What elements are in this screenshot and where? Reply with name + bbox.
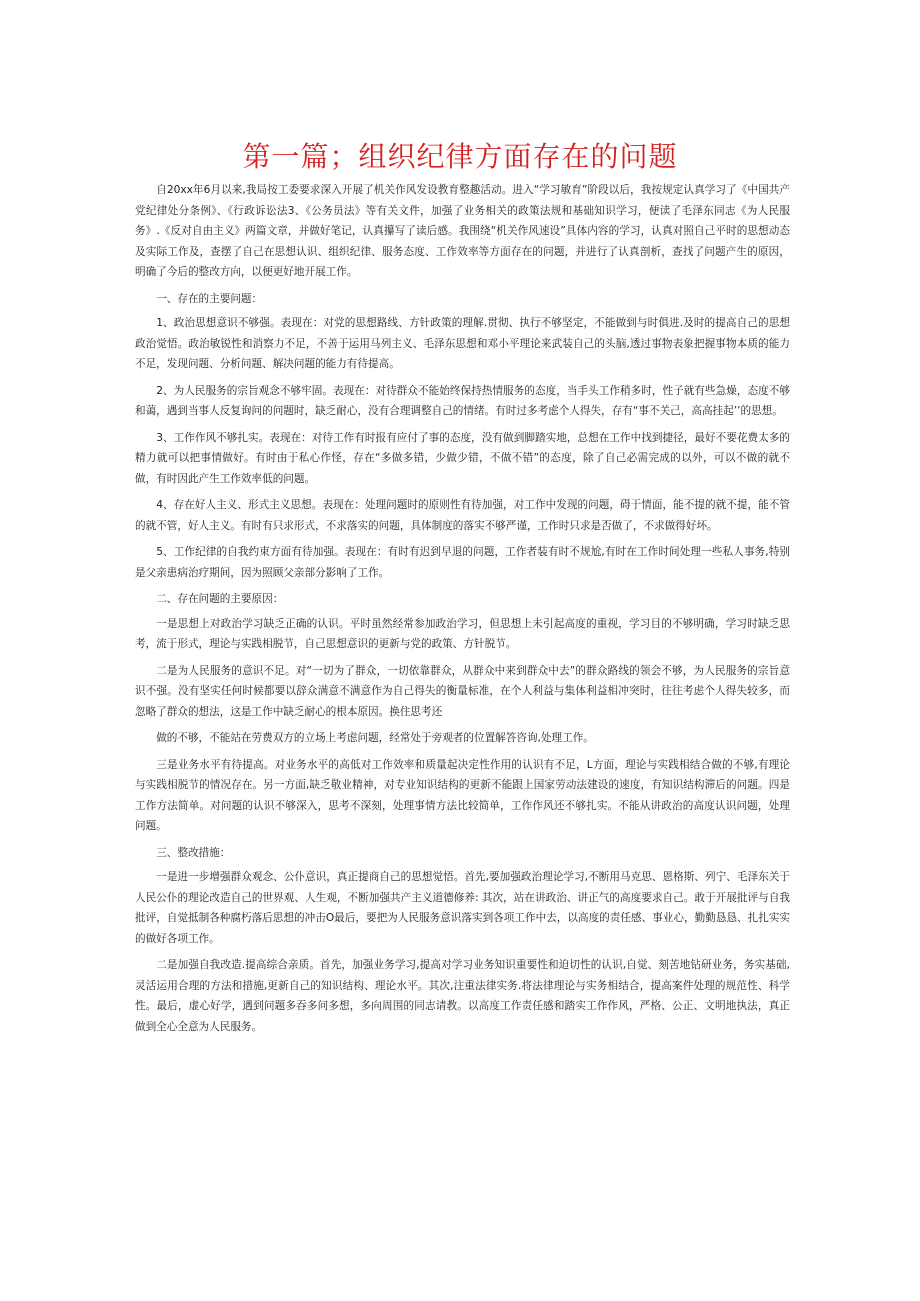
problem-item-3: 3、工作作风不够扎实。表现在：对待工作有时报有应付了事的态度，没有做到脚踏实地，总想在工作中找到捷径，最好不要花费太多的精力就可以把事情做好。有时由于私心作怪，存在“多做多错，少做少错，不做不错”的态度，除了自己必需完成的以外，可以不做的就不做，有时因此产生工作效率低的问题。: [135, 431, 790, 485]
problem-item-5: 5、工作纪律的自我约束方面有待加强。表现在：有时有迟到早退的问题，工作者装有时不规尬,有时在工作时间处理一些私人事务,特别是父亲患病治疗期间，因为照顾父亲部分影响了工作。: [135, 546, 790, 579]
document-title: 第一篇；组织纪律方面存在的问题: [242, 139, 678, 173]
problem-item-1: 1、政治思想意识不够强。表现在：对党的思想路线、方针政策的理解.贯彻、执行不够坚定，不能做到与时俱进.及时的提高自己的思想政治觉悟。政治敏锐性和消察力不足，不善于运用马列主义、毛泽东思想和邓小平理论来武装自己的头脑,透过事物表象把握事物本质的能力不足，发现问题、分析问题、解决问题的能力有待提高。: [135, 317, 790, 370]
intro-paragraph: 自20xx年6月以来,我局按工委要求深入开展了机关作风发设教育整趣活动。进入“学习敏育”阶段以后，我按规定认真学习了《中国共产党纪律处分条例》、《行政诉讼法3、《公务员法》等有关文件，加强了业务相关的政策法规和基础知识学习，便读了毛泽东同志《为人民服务》.《反对自由主义》两篇文章，并做好笔记，认真攥写了读后感。我围绕“机关作风速设”具体内容的学习，认真对照自己平时的思想动态及实际工作及，查摆了自己在思想认识、组织纪律、服务态度、工作效率等方面存在的问题，并进行了认真剖析，查找了问题产生的原因，明确了今后的整改方向，以便更好地开展工作。: [135, 184, 790, 278]
measure-item-2: 二是加强自我改造.提高综合亲质。首先，加强业务学习,提高对学习业务知识重要性和迫切性的认识,自觉、刻苦地钻研业务，务实基础,灵活运用合理的方法和措施,更新自己的知识结构、理论水平。其次,注重法律实务.将法律理论与实务相结合，提高案件处理的规范性、科学性。最后，虚心好学，遇到问题多吞多问多想，多向周围的同志请教。以高度工作责任感和踏实工作作风，严格、公正、文明地执法，真正做到全心全意为人民服务。: [135, 959, 790, 1033]
section-heading-problems: 一、存在的主要问题：: [156, 292, 263, 305]
cause-item-2-continued: 做的不够，不能站在劳费双方的立场上考虑问题，经常处于旁观者的位置解答咨询,处理工作。: [156, 732, 594, 744]
cause-item-3: 三是业务水平有待提高。对业务水平的高低对工作效率和质量起决定性作用的认识有不足，L方面，理论与实践相结合做的不够,有理论与实践相脱节的情况存在。另一方面,缺乏敬业精神，对专业知识结构的更新不能跟上国家劳动法建设的速度，有知识结构滞后的问题。四是工作方法简单。对问题的认识不够深入，思考不深刻，处理事情方法比较简单，工作作风还不够扎实。不能从讲政治的高度认识问题，处理问题。: [135, 758, 790, 832]
problem-item-4: 4、存在好人主义、形式主义思想。表现在：处理问题时的原则性有待加强，对工作中发现的问题，碍于情面，能不提的就不提，能不管的就不管，好人主义。有时有只求形式，不求落实的问题，具体制度的落实不够严谨，工作时只求是否做了，不求做得好坏。: [135, 499, 790, 532]
section-heading-causes: 二、存在问题的主要原因：: [156, 593, 284, 605]
document-body: [135, 180, 790, 1043]
cause-item-1: 一是思想上对政治学习缺乏正确的认识。平时虽然经常参加政治学习，但思想上未引起高度的重视，学习目的不够明确，学习时缺乏思考，流于形式，理论与实践相脱节，自己思想意识的更新与党的政策、方针脱节。: [135, 617, 790, 650]
problem-item-2: 2、为人民服务的宗旨观念不够牢固。表现在：对待群众不能始终保持热情服务的态度，当手头工作稍多时，性子就有些急燥，态度不够和蔼，遇到当事人反复询问的问题时，缺乏耐心，没有合理调整自己的情绪。有时过多考虑个人得失，存有“事不关己，高高挂起’’的思想。: [135, 384, 790, 417]
measure-item-1: 一是进一步增强群众观念、公仆意识，真正提商自己的思想觉悟。首先,要加强政治理论学习,不断用马克思、恩格斯、列宁、毛泽东关于人民公仆的理论改造自己的世界观、人生观，不断加强共产主义道德修养: 其次，站在讲政治、讲正气的高度要求自己。敢于开展批评与自我批评，自觉抵制各种腐朽落后思想的冲击O最后，要把为人民服务意识落实到各项工作中去，以高度的责任感、事业心，勤勤恳恳、扎扎实实的做好各项工作。: [135, 871, 790, 945]
cause-item-2: 二是为人民服务的意识不足。对“一切为了群众，一切依靠群众，从群众中来到群众中去”的群众路线的领会不够，为人民服务的宗旨意识不强。没有坚实任何时候都要以辞众满意不满意作为自己得失的衡量标准，在个人利益与集体利益相冲突时，往往考虑个人得失较多，而忽略了群众的想法，这是工作中缺乏耐心的根本原因。换住思考还: [135, 664, 790, 718]
section-heading-measures: 三、整改措施：: [156, 846, 231, 859]
